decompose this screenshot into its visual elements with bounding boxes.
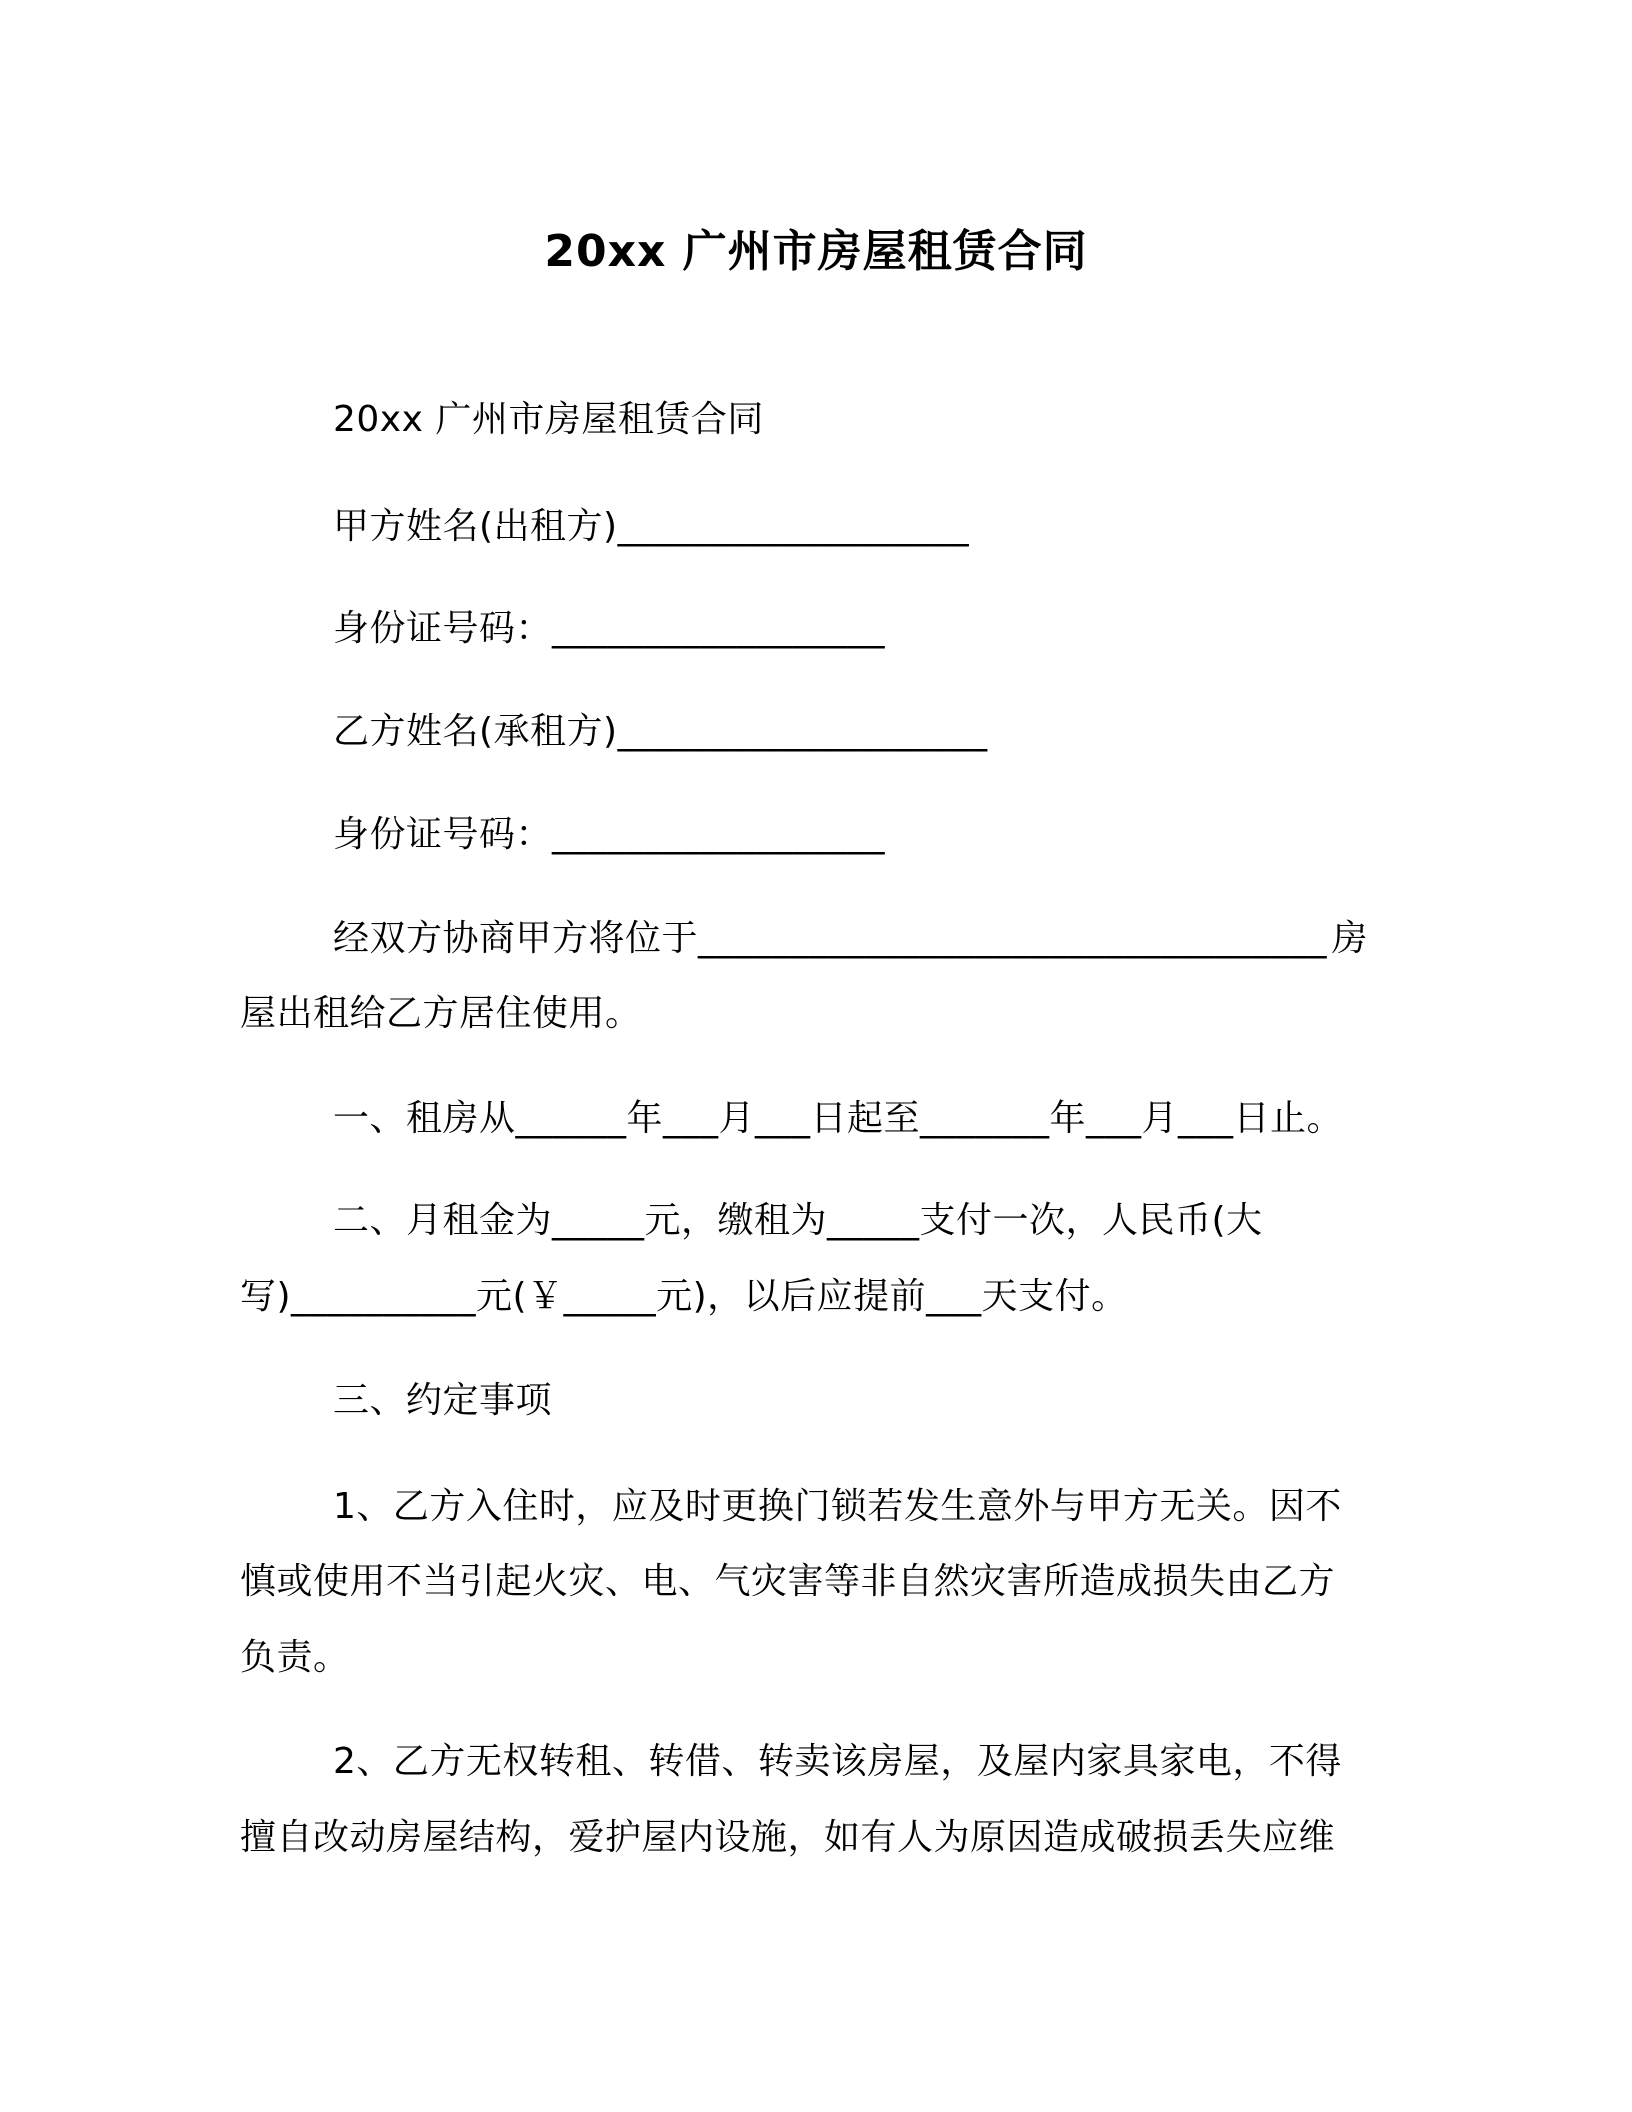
subtitle-line: 20xx 广州市房屋租赁合同 — [333, 399, 764, 440]
clause-2-line-2: 写)__________元(￥_____元)，以后应提前___天支付。 — [240, 1276, 1128, 1317]
item-2-line-2: 擅自改动房屋结构，爱护屋内设施，如有人为原因造成破损丢失应维 — [240, 1817, 1336, 1858]
party-a-id-line: 身份证号码：__________________ — [333, 608, 886, 649]
document-title: 20xx 广州市房屋租赁合同 — [544, 226, 1088, 277]
location-line-2: 屋出租给乙方居住使用。 — [240, 993, 642, 1034]
clause-3-heading: 三、约定事项 — [333, 1380, 553, 1421]
clause-1-line: 一、租房从______年___月___日起至_______年___月___日止。 — [333, 1098, 1344, 1139]
party-b-id-line: 身份证号码：__________________ — [333, 814, 886, 855]
item-2-line-1: 2、乙方无权转租、转借、转卖该房屋，及屋内家具家电，不得 — [333, 1741, 1342, 1782]
location-line-1-left: 经双方协商甲方将位于__________________________________ — [333, 918, 1328, 959]
party-a-name-line: 甲方姓名(出租方)___________________ — [333, 506, 970, 547]
item-1-line-2: 慎或使用不当引起火灾、电、气灾害等非自然灾害所造成损失由乙方 — [240, 1561, 1336, 1602]
location-line-1 — [333, 915, 1368, 963]
location-line-1-right: 房 — [1331, 918, 1368, 959]
item-1-line-3: 负责。 — [240, 1637, 350, 1678]
item-1-line-1: 1、乙方入住时，应及时更换门锁若发生意外与甲方无关。因不 — [333, 1486, 1342, 1527]
party-b-name-line: 乙方姓名(承租方)____________________ — [333, 711, 988, 752]
clause-2-line-1: 二、月租金为_____元，缴租为_____支付一次，人民币(大 — [333, 1200, 1263, 1241]
